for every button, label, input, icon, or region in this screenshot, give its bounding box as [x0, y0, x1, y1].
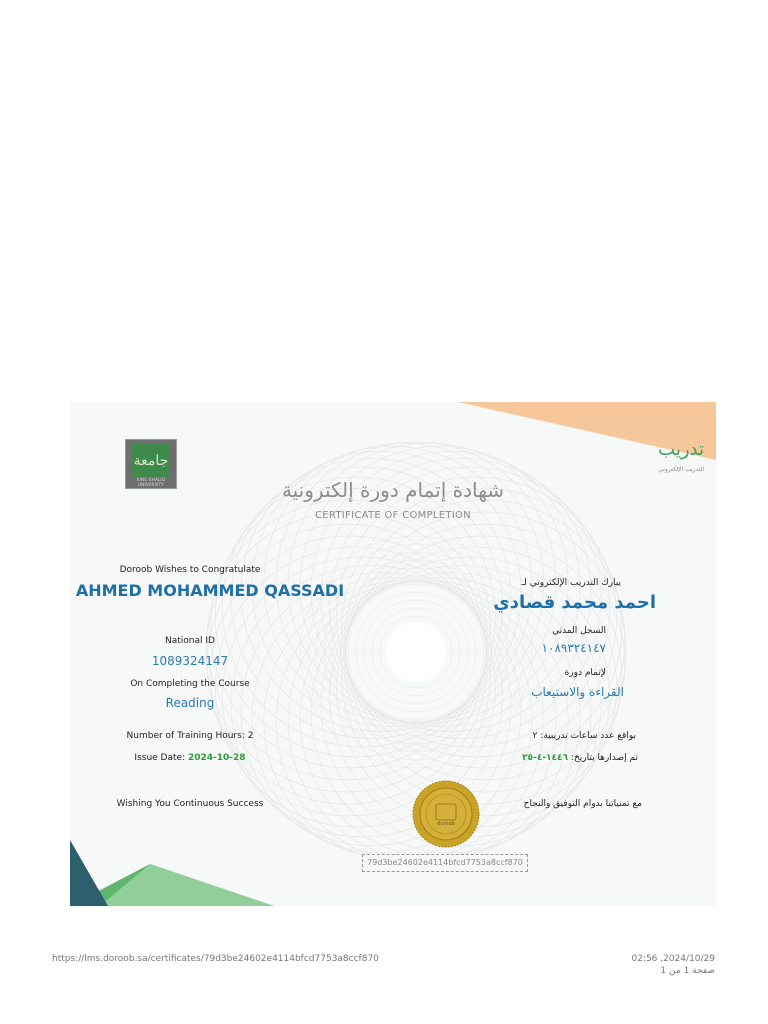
- certificate-title-en: CERTIFICATE OF COMPLETION: [314, 510, 472, 521]
- issue-date-label-en: Issue Date:: [134, 753, 186, 763]
- national-id-en: 1089324147: [151, 654, 229, 668]
- footer-page-number: صفحة 1 من 1: [660, 966, 715, 976]
- wish-ar: مع تمنياتنا بدوام التوفيق والنجاح: [523, 799, 642, 809]
- course-label-en: On Completing the Course: [130, 679, 250, 689]
- certificate-card: [70, 402, 716, 906]
- footer-datetime: 02:56 ,2024/10/29: [631, 954, 715, 964]
- course-name-ar: القراءة والاستيعاب: [531, 685, 624, 699]
- issue-date-value-en: 2024-10-28: [187, 753, 246, 763]
- guilloche-center: [386, 622, 446, 682]
- national-id-label-ar: السجل المدني: [552, 626, 606, 636]
- congrats-ar: يبارك التدريب الإلكتروني لـ: [521, 578, 621, 588]
- seal-text: doroob: [437, 821, 455, 827]
- issue-date-value-ar: ١٤٤٦-٤-٢٥: [522, 753, 569, 763]
- training-hours-en: Number of Training Hours: 2: [126, 731, 254, 741]
- brand-subtitle: التدريب الإلكتروني: [658, 466, 704, 473]
- congrats-en: Doroob Wishes to Congratulate: [119, 565, 261, 575]
- national-id-label-en: National ID: [165, 636, 215, 646]
- issue-date-en: [70, 753, 320, 763]
- training-hours-ar: بواقع عدد ساعات تدريبية: ٢: [532, 731, 636, 741]
- issue-date-label-ar: تم إصدارها بتاريخ:: [570, 753, 638, 763]
- brand-logo: تدريب: [658, 439, 704, 460]
- university-logo-caption: KING KHALID UNIVERSITY: [136, 477, 166, 487]
- recipient-name-ar: احمد محمد قصادي: [493, 592, 656, 613]
- footer-url[interactable]: https://lms.doroob.sa/certificates/79d3be24602e4114bfcd7753a8ccf870: [52, 954, 379, 964]
- university-logo-mark: جامعة: [132, 444, 170, 478]
- gold-seal: [412, 780, 480, 848]
- corner-accent-green-light: [100, 864, 274, 906]
- course-name-en: Reading: [165, 696, 215, 710]
- wish-en: Wishing You Continuous Success: [116, 799, 264, 809]
- issue-date-ar: [522, 753, 638, 763]
- certificate-title-ar: شهادة إتمام دورة إلكترونية: [281, 478, 505, 502]
- certificate-serial: 79d3be24602e4114bfcd7753a8ccf870: [362, 854, 528, 872]
- recipient-name-en: AHMED MOHAMMED QASSADI: [75, 581, 345, 600]
- course-label-ar: لإتمام دورة: [564, 668, 606, 678]
- national-id-ar: ١٠٨٩٣٢٤١٤٧: [541, 641, 606, 655]
